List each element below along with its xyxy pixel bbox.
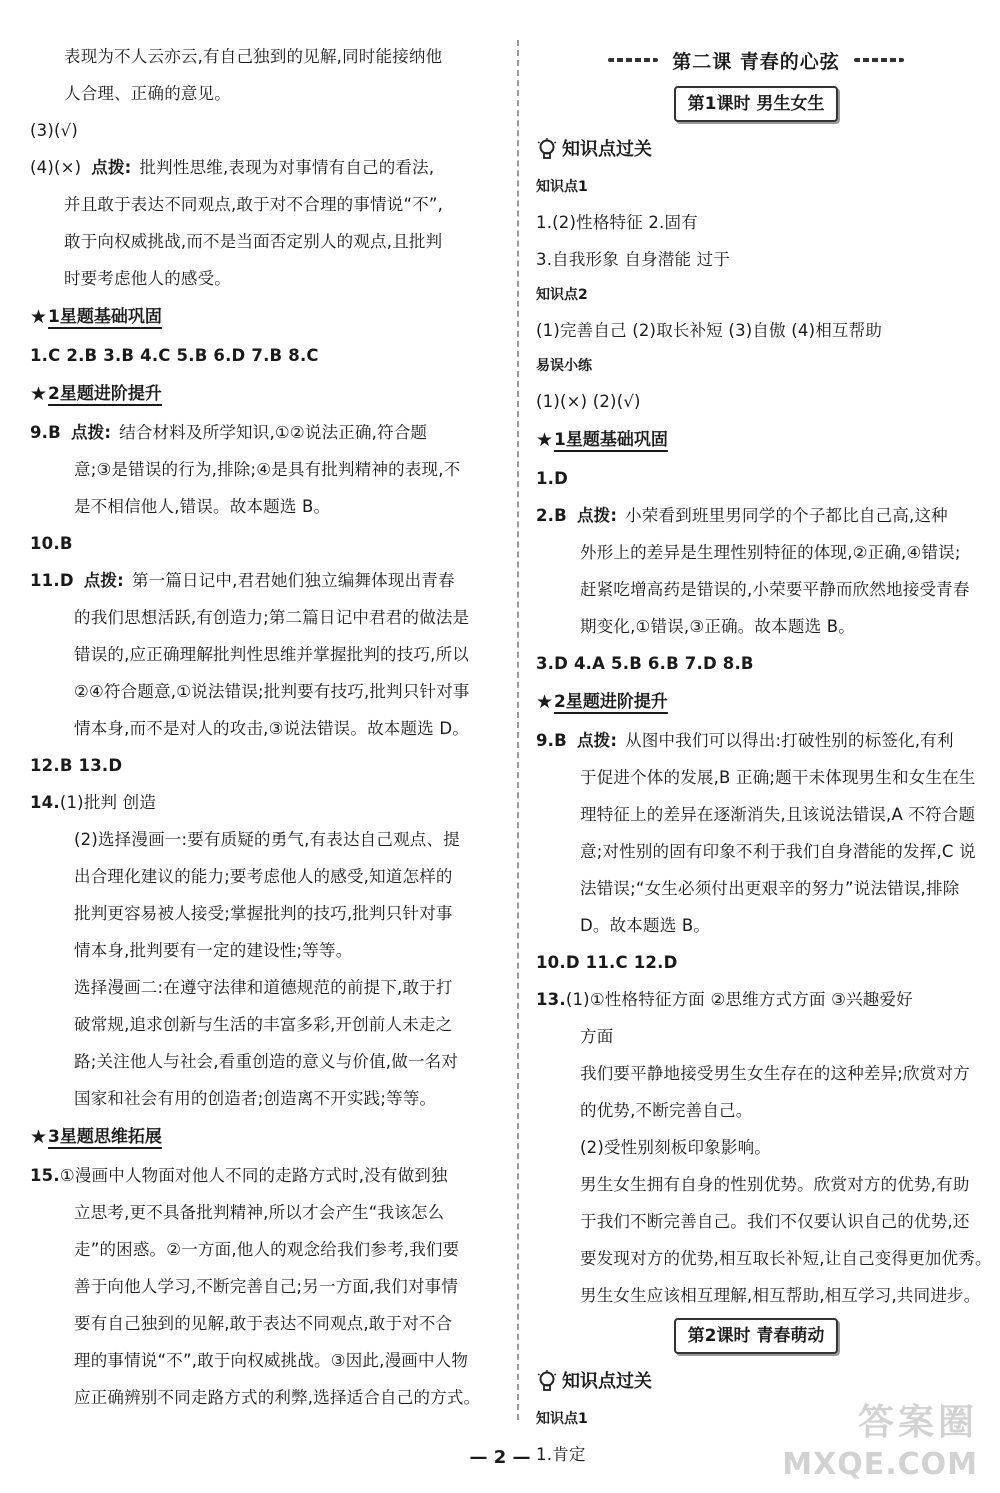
- answer-q10: 10.B: [30, 534, 73, 553]
- section-title: 1星题基础巩固: [48, 307, 162, 327]
- answer-num: 9.B: [30, 423, 61, 442]
- text-line: 理的事情说“不”,敢于向权威挑战。③因此,漫画中人物: [74, 1351, 469, 1370]
- answer-q13: [536, 981, 976, 1018]
- answer-q11: [30, 562, 508, 599]
- text-line: 应正确辨别不同走路方式的利弊,选择适合自己的方式。: [74, 1388, 481, 1407]
- lightbulb-icon: [536, 138, 558, 162]
- right-column: [536, 38, 992, 1473]
- star-icon: ★: [30, 383, 48, 405]
- answer-q3: (3)(√): [30, 121, 78, 140]
- text-line: 敢于向权威挑战,而不是当面否定别人的观点,且批判: [64, 232, 443, 251]
- section-star2: [536, 682, 976, 722]
- section-title: 2星题进阶提升: [554, 692, 668, 712]
- text-line: ②④符合题意,①说法错误;批判要有技巧,批判只针对事: [74, 682, 470, 701]
- knowledge-point-label: 知识点2: [536, 287, 588, 303]
- text-line: (2)受性别刻板印象影响。: [580, 1138, 771, 1157]
- answer-text: 结合材料及所学知识,①②说法正确,符合题: [119, 423, 428, 442]
- text-line: 1.(2)性格特征 2.固有: [536, 213, 698, 232]
- text-line: 的优势,不断完善自己。: [580, 1101, 753, 1120]
- answer-q2: [536, 497, 976, 534]
- text-line: 善于向他人学习,不断完善自己;另一方面,我们对事情: [74, 1277, 459, 1296]
- text-line: 期变化,①错误,③正确。故本题选 B。: [580, 617, 855, 636]
- answer-num: 14.: [30, 793, 60, 812]
- knowledge-point-label: 知识点1: [536, 1411, 588, 1427]
- answer-q15: [30, 1157, 508, 1194]
- period-title: 第2课时 青春萌动: [674, 1318, 839, 1354]
- answer-row: 1.C 2.B 3.B 4.C 5.B 6.D 7.B 8.C: [30, 346, 319, 365]
- tip-label: 点拨:: [83, 571, 124, 590]
- column-divider: [517, 40, 519, 1420]
- answer-q12-13: 12.B 13.D: [30, 756, 123, 775]
- answer-row: 3.D 4.A 5.B 6.B 7.D 8.B: [536, 654, 754, 673]
- watermark-logo-text: 答案圈: [857, 1402, 978, 1443]
- text-line: 是不相信他人,错误。故本题选 B。: [74, 497, 331, 516]
- text-line: D。故本题选 B。: [580, 916, 711, 935]
- title-decoration: [854, 58, 904, 62]
- text-line: (2)选择漫画一:要有质疑的勇气,有表达自己观点、提: [74, 830, 460, 849]
- text-line: 男生女生应该相互理解,相互帮助,相互学习,共同进步。: [580, 1286, 981, 1305]
- star-icon: ★: [30, 1126, 48, 1148]
- text-line: 理特征上的差异在逐渐消失,且该说法错误,A 不符合题: [580, 805, 976, 824]
- answer-q9: [30, 414, 508, 451]
- text-line: 错误的,应正确理解批判性思维并掌握批判的技巧,所以: [74, 645, 469, 664]
- answer-text: (1)①性格特征方面 ②思维方式方面 ③兴趣爱好: [565, 990, 913, 1009]
- answer-num: 9.B: [536, 731, 567, 750]
- answer-num: 13.: [536, 990, 566, 1009]
- text-line: 男生女生拥有自身的性别优势。欣赏对方的优势,有助: [580, 1175, 970, 1194]
- text-line: 情本身,而不是对人的攻击,③说法错误。故本题选 D。: [74, 719, 469, 738]
- answer-text: 从图中我们可以得出:打破性别的标签化,有利: [625, 731, 954, 750]
- text-line: 表现为不人云亦云,有自己独到的见解,同时能接纳他: [64, 47, 443, 66]
- text-line: 出合理化建议的能力;要考虑他人的感受,知道怎样的: [74, 867, 453, 886]
- lightbulb-icon: [536, 1370, 558, 1394]
- knowledge-point-label: 知识点1: [536, 179, 588, 195]
- answer-text: ①漫画中人物面对他人不同的走路方式时,没有做到独: [59, 1166, 448, 1185]
- text-line: 于促进个体的发展,B 正确;题干未体现男生和女生在生: [580, 768, 976, 787]
- text-line: 赶紧吃增高药是错误的,小荣要平静而欣然地接受青春: [580, 580, 970, 599]
- answer-num: 15.: [30, 1166, 60, 1185]
- answer-text: 第一篇日记中,君君她们独立编舞体现出青春: [131, 571, 455, 590]
- text-line: 意;③是错误的行为,排除;④是具有批判精神的表现,不: [74, 460, 461, 479]
- text-line: 于我们不断完善自己。我们不仅要认识自己的优势,还: [580, 1212, 970, 1231]
- answer-text: (1)批判 创造: [59, 793, 157, 812]
- text-line: 情本身,批判要有一定的建设性;等等。: [74, 941, 353, 960]
- text-line: 方面: [580, 1027, 614, 1046]
- star-icon: ★: [536, 691, 554, 713]
- text-line: 国家和社会有用的创造者;创造离不开实践;等等。: [74, 1089, 437, 1108]
- section-star1: [536, 420, 976, 460]
- text-line: 路;关注他人与社会,看重创造的意义与价值,做一名对: [74, 1052, 459, 1071]
- text-line: 走”的困惑。②一方面,他人的观念给我们参考,我们要: [74, 1240, 460, 1259]
- section-title: 3星题思维拓展: [48, 1127, 162, 1147]
- text-line: 立思考,更不具备批判精神,所以才会产生“我该怎么: [74, 1203, 445, 1222]
- text-line: 人合理、正确的意见。: [64, 84, 231, 103]
- text-line: 时要考虑他人的感受。: [64, 269, 231, 288]
- text-line: 的我们思想活跃,有创造力;第二篇日记中君君的做法是: [74, 608, 470, 627]
- text-line: 外形上的差异是生理性别特征的体现,②正确,④错误;: [580, 543, 961, 562]
- tip-label: 点拨:: [70, 423, 112, 442]
- text-line: 我们要平静地接受男生女生存在的这种差异;欣赏对方: [580, 1064, 970, 1083]
- section-title: 2星题进阶提升: [48, 384, 162, 404]
- star-icon: ★: [536, 429, 554, 451]
- tip-label: 点拨:: [576, 506, 618, 525]
- watermark-url: MXQE.COM: [782, 1447, 978, 1482]
- watermark: [782, 1400, 978, 1484]
- section-star2: [30, 374, 508, 414]
- lesson-title: [536, 38, 976, 82]
- heading-text: 知识点过关: [562, 139, 652, 160]
- answer-q4: [30, 149, 508, 186]
- section-title: 1星题基础巩固: [554, 430, 668, 450]
- text-line: 3.自我形象 自身潜能 过于: [536, 250, 731, 269]
- left-column: [30, 38, 508, 1416]
- tip-label: 点拨:: [576, 731, 618, 750]
- answer-q14: [30, 784, 508, 821]
- text-line: 1.肯定: [536, 1445, 586, 1464]
- answer-num: 2.B: [536, 506, 567, 525]
- answer-num: 11.D: [30, 571, 74, 590]
- text-line: 破常规,追求创新与生活的丰富多彩,开创前人未走之: [74, 1015, 453, 1034]
- page-number: — 2 —: [469, 1447, 531, 1468]
- lesson-title-text: 第二课 青春的心弦: [672, 50, 840, 73]
- star-icon: ★: [30, 306, 48, 328]
- answer-num: (4)(×): [30, 158, 82, 177]
- answer-row: 10.D 11.C 12.D: [536, 953, 678, 972]
- mistake-practice-label: 易误小练: [536, 358, 592, 374]
- text-line: (1)(×) (2)(√): [536, 392, 641, 411]
- text-line: 批判更容易被人接受;掌握批判的技巧,批判只针对事: [74, 904, 453, 923]
- tip-label: 点拨:: [91, 158, 132, 177]
- answer-text: 小荣看到班里男同学的个子都比自己高,这种: [625, 506, 948, 525]
- knowledge-overview-heading: [536, 1362, 976, 1402]
- text-line: 要有自己独到的见解,敢于表达不同观点,敢于对不合: [74, 1314, 453, 1333]
- answer-q9: [536, 722, 976, 759]
- knowledge-overview-heading: [536, 130, 976, 170]
- section-star3: [30, 1117, 508, 1157]
- text-line: 要发现对方的优势,相互取长补短,让自己变得更加优秀。: [580, 1249, 992, 1268]
- text-line: 法错误;“女生必须付出更艰辛的努力”说法错误,排除: [580, 879, 960, 898]
- period-title: 第1课时 男生女生: [674, 86, 839, 122]
- text-line: 选择漫画二:在遵守法律和道德规范的前提下,敢于打: [74, 978, 453, 997]
- text-line: 意;对性别的固有印象不利于我们自身潜能的发挥,C 说: [580, 842, 976, 861]
- text-line: 并且敢于表达不同观点,敢于对不合理的事情说“不”,: [64, 195, 444, 214]
- title-decoration: [608, 58, 658, 62]
- text-line: (1)完善自己 (2)取长补短 (3)自傲 (4)相互帮助: [536, 321, 883, 340]
- section-star1: [30, 297, 508, 337]
- heading-text: 知识点过关: [562, 1371, 652, 1392]
- answer-q1: 1.D: [536, 469, 569, 488]
- answer-text: 批判性思维,表现为对事情有自己的看法,: [139, 158, 435, 177]
